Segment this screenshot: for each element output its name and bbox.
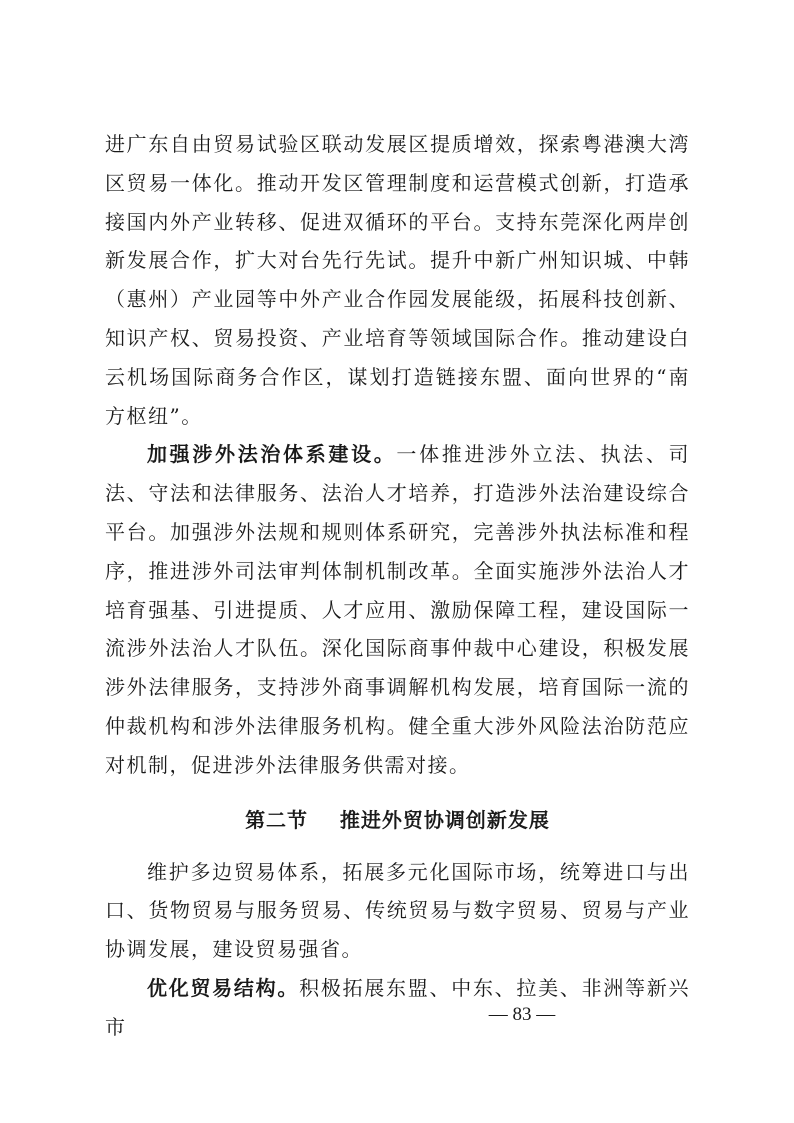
paragraph-text: 进广东自由贸易试验区联动发展区提质增效，探索粤港澳大湾区贸易一体化。推动开发区管理制度和运营模式创新，打造承接国内外产业转移、促进双循环的平台。支持东莞深化两岸创新发展合作，扩大对台先行先试。提升中新广州知识城、中韩（惠州）产业园等中外产业合作园发展能级，拓展科技创新、知识产权、贸易投资、产业培育等领域国际合作。推动建设白云机场国际商务合作区，谋划打造链接东盟、面向世界的“南方枢纽”。: [105, 132, 690, 428]
paragraph-text: 积极拓展东盟、中东、拉美、非洲等新兴市: [105, 975, 691, 1039]
paragraph-lead: 加强涉外法治体系建设。: [147, 442, 397, 467]
paragraph-foreign-legal-system: [105, 435, 690, 784]
paragraph-text: 一体推进涉外立法、执法、司法、守法和法律服务、法治人才培养，打造涉外法治建设综合平台。加强涉外法规和规则体系研究，完善涉外执法标准和程序，推进涉外司法审判体制机制改革。全面实施涉外法治人才培育强基、引进提质、人才应用、激励保障工程，建设国际一流涉外法治人才队伍。深化国际商事仲裁中心建设，积极发展涉外法律服务，支持涉外商事调解机构发展，培育国际一流的仲裁机构和涉外法律服务机构。健全重大涉外风险法治防范应对机制，促进涉外法律服务供需对接。: [105, 442, 691, 777]
paragraph-continuation: [105, 125, 690, 435]
paragraph-text: 维护多边贸易体系，拓展多元化国际市场，统筹进口与出口、货物贸易与服务贸易、传统贸易与数字贸易、贸易与产业协调发展，建设贸易强省。: [105, 859, 690, 962]
section-heading: 第二节 推进外贸协调创新发展: [245, 807, 550, 832]
page-number: — 83 —: [488, 1004, 556, 1025]
document-body: [105, 125, 690, 1047]
paragraph-trade-overview: [105, 853, 690, 969]
paragraph-lead: 优化贸易结构。: [147, 975, 300, 1000]
